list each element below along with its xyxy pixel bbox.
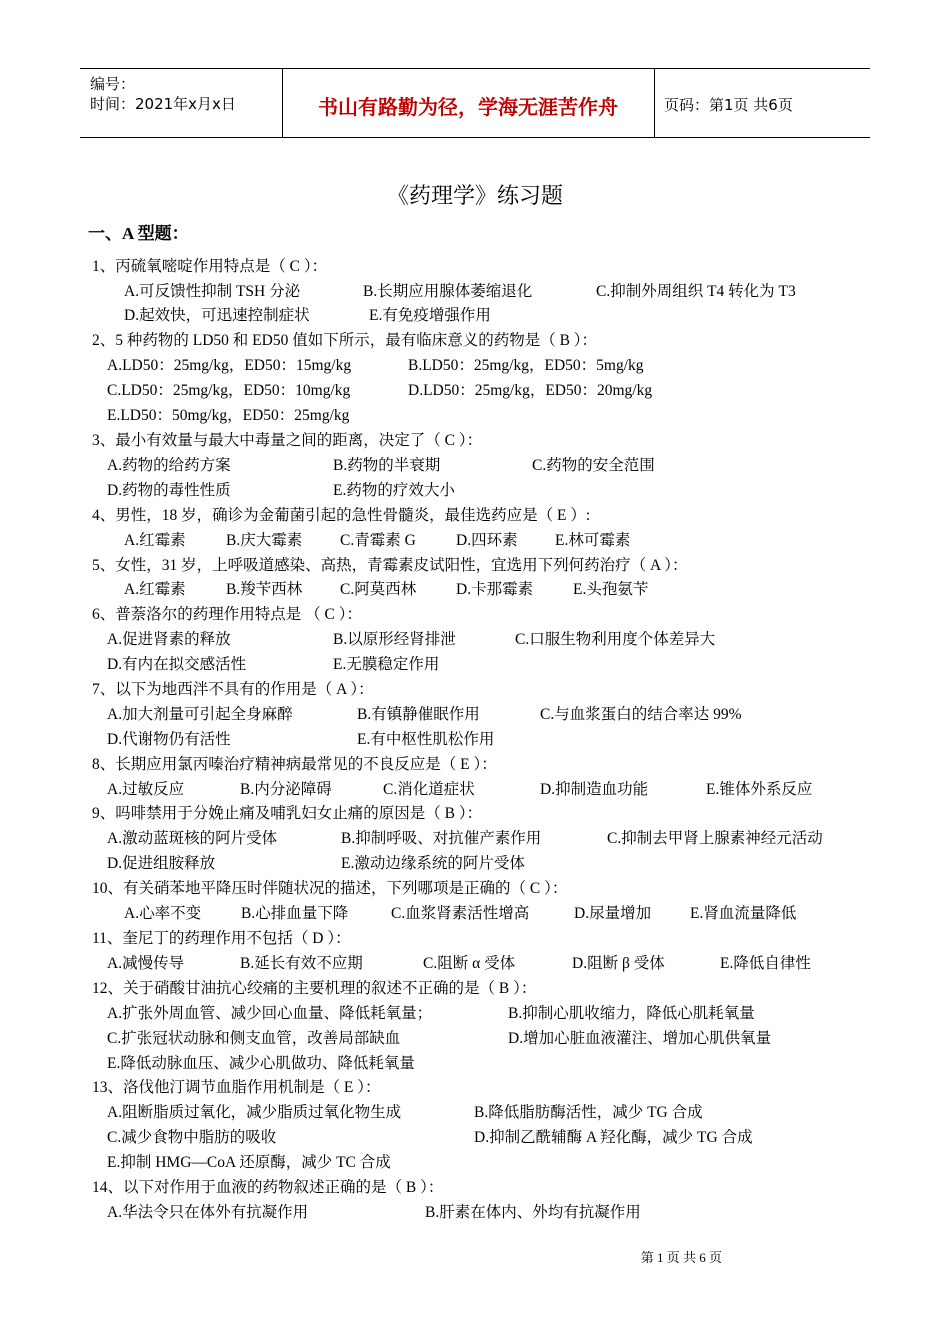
option-text: C.抑制外周组织 T4 转化为 T3 bbox=[596, 283, 796, 300]
option-text: B.药物的半衰期 bbox=[333, 457, 441, 474]
option-text: E.激动边缘系统的阿片受体 bbox=[341, 855, 525, 872]
option-text: B.延长有效不应期 bbox=[240, 955, 363, 972]
section-heading: 一、A 型题： bbox=[88, 224, 189, 243]
option-text: A.过敏反应 bbox=[107, 781, 185, 798]
option-text: A.LD50：25mg/kg，ED50：15mg/kg bbox=[107, 357, 352, 374]
page-footer: 第 1 页 共 6 页 bbox=[640, 1250, 722, 1265]
option-text: D.增加心脏血液灌注、增加心肌供氧量 bbox=[508, 1030, 772, 1047]
option-text: B.降低脂肪酶活性，减少 TG 合成 bbox=[474, 1104, 703, 1121]
option-text: A.心率不变 bbox=[124, 905, 202, 922]
option-text: D.有内在拟交感活性 bbox=[107, 656, 247, 673]
option-text: B.有镇静催眠作用 bbox=[357, 706, 480, 723]
header-motto-cell bbox=[282, 69, 655, 137]
question-9: 9、吗啡禁用于分娩止痛及哺乳妇女止痛的原因是（ B ）： bbox=[92, 805, 483, 822]
option-text: A.红霉素 bbox=[124, 581, 186, 598]
option-text: D.药物的毒性性质 bbox=[107, 482, 231, 499]
option-text: E.头孢氨苄 bbox=[573, 581, 649, 598]
option-text: C.减少食物中脂肪的吸收 bbox=[107, 1129, 277, 1146]
option-text: A.华法令只在体外有抗凝作用 bbox=[107, 1204, 309, 1221]
question-11: 11、奎尼丁的药理作用不包括（ D ）： bbox=[92, 930, 351, 947]
option-text: D.尿量增加 bbox=[574, 905, 652, 922]
option-text: D.代谢物仍有活性 bbox=[107, 731, 231, 748]
option-text: E.有免疫增强作用 bbox=[369, 307, 491, 324]
option-text: A.可反馈性抑制 TSH 分泌 bbox=[124, 283, 301, 300]
option-text: E.药物的疗效大小 bbox=[333, 482, 455, 499]
question-8: 8、长期应用氯丙嗪治疗精神病最常见的不良反应是（ E ）： bbox=[92, 756, 497, 773]
option-text: D.LD50：25mg/kg，ED50：20mg/kg bbox=[408, 382, 653, 399]
option-text: E.林可霉素 bbox=[555, 532, 631, 549]
option-text: A.激动蓝斑核的阿片受体 bbox=[107, 830, 278, 847]
option-text: D.促进组胺释放 bbox=[107, 855, 216, 872]
question-3: 3、最小有效量与最大中毒量之间的距离，决定了（ C ）： bbox=[92, 432, 483, 449]
option-text: C.阿莫西林 bbox=[340, 581, 417, 598]
option-text: E.降低动脉血压、减少心肌做功、降低耗氧量 bbox=[107, 1055, 415, 1072]
option-text: B.羧苄西林 bbox=[226, 581, 303, 598]
option-text: C.LD50：25mg/kg，ED50：10mg/kg bbox=[107, 382, 351, 399]
question-1: 1、丙硫氧嘧啶作用特点是（ C ）： bbox=[92, 258, 328, 275]
option-text: D.阻断 β 受体 bbox=[572, 955, 665, 972]
header-info-cell bbox=[80, 69, 283, 137]
option-text: B.内分泌障碍 bbox=[240, 781, 332, 798]
option-text: D.四环素 bbox=[456, 532, 518, 549]
option-text: C.与血浆蛋白的结合率达 99% bbox=[540, 706, 742, 723]
header-motto: 书山有路勤为径，学海无涯苦作舟 bbox=[318, 95, 618, 119]
option-text: D.抑制造血功能 bbox=[540, 781, 649, 798]
option-text: D.抑制乙酰辅酶 A 羟化酶，减少 TG 合成 bbox=[474, 1129, 753, 1146]
option-text: E.降低自律性 bbox=[720, 955, 811, 972]
header-page-cell bbox=[654, 69, 870, 137]
page-header bbox=[80, 68, 870, 138]
option-text: C.扩张冠状动脉和侧支血管，改善局部缺血 bbox=[107, 1030, 401, 1047]
option-text: A.加大剂量可引起全身麻醉 bbox=[107, 706, 293, 723]
document-number-label: 编号： bbox=[90, 75, 136, 93]
option-text: C.青霉素 G bbox=[340, 532, 416, 549]
option-text: E.锥体外系反应 bbox=[706, 781, 813, 798]
question-12: 12、关于硝酸甘油抗心绞痛的主要机理的叙述不正确的是（ B ）： bbox=[92, 980, 537, 997]
option-text: C.血浆肾素活性增高 bbox=[391, 905, 530, 922]
question-14: 14、以下对作用于血液的药物叙述正确的是（ B ）： bbox=[92, 1179, 444, 1196]
option-text: B.以原形经肾排泄 bbox=[333, 631, 456, 648]
option-text: B.抑制呼吸、对抗催产素作用 bbox=[341, 830, 542, 847]
option-text: C.消化道症状 bbox=[383, 781, 475, 798]
question-2: 2、5 种药物的 LD50 和 ED50 值如下所示，最有临床意义的药物是（ B ）： bbox=[92, 332, 598, 349]
option-text: D.卡那霉素 bbox=[456, 581, 534, 598]
option-text: E.无膜稳定作用 bbox=[333, 656, 440, 673]
question-5: 5、女性，31 岁，上呼吸道感染、高热，青霉素皮试阳性，宜选用下列何药治疗（ A ）： bbox=[92, 557, 688, 574]
question-4: 4、男性，18 岁，确诊为金葡菌引起的急性骨髓炎，最佳选药应是（ E ）: bbox=[92, 507, 591, 524]
option-text: B.抑制心肌收缩力，降低心肌耗氧量 bbox=[508, 1005, 755, 1022]
option-text: E.抑制 HMG—CoA 还原酶，减少 TC 合成 bbox=[107, 1154, 391, 1171]
document-title: 《药理学》练习题 bbox=[386, 183, 563, 208]
option-text: C.阻断 α 受体 bbox=[423, 955, 516, 972]
option-text: B.肝素在体内、外均有抗凝作用 bbox=[425, 1204, 641, 1221]
document-time-label: 时间：2021年x月x日 bbox=[90, 95, 236, 113]
option-text: C.口服生物利用度个体差异大 bbox=[515, 631, 716, 648]
option-text: A.红霉素 bbox=[124, 532, 186, 549]
option-text: E.LD50：50mg/kg，ED50：25mg/kg bbox=[107, 407, 350, 424]
option-text: C.药物的安全范围 bbox=[532, 457, 655, 474]
option-text: A.促进肾素的释放 bbox=[107, 631, 231, 648]
option-text: B.LD50：25mg/kg，ED50：5mg/kg bbox=[408, 357, 644, 374]
option-text: B.心排血量下降 bbox=[241, 905, 349, 922]
option-text: E.肾血流量降低 bbox=[690, 905, 797, 922]
option-text: A.减慢传导 bbox=[107, 955, 185, 972]
option-text: D.起效快，可迅速控制症状 bbox=[124, 307, 310, 324]
option-text: A.阻断脂质过氧化，减少脂质过氧化物生成 bbox=[107, 1104, 402, 1121]
question-7: 7、以下为地西泮不具有的作用是（ A ）： bbox=[92, 681, 374, 698]
option-text: B.长期应用腺体萎缩退化 bbox=[363, 283, 533, 300]
question-13: 13、洛伐他汀调节血脂作用机制是（ E ）： bbox=[92, 1079, 381, 1096]
option-text: B.庆大霉素 bbox=[226, 532, 303, 549]
option-text: A.扩张外周血管、减少回心血量、降低耗氧量； bbox=[107, 1005, 433, 1022]
question-6: 6、普萘洛尔的药理作用特点是 （ C ）： bbox=[92, 606, 362, 623]
question-10: 10、有关硝苯地平降压时伴随状况的描述，下列哪项是正确的（ C ）： bbox=[92, 880, 568, 897]
header-page-number: 页码：第1页 共6页 bbox=[664, 96, 793, 114]
option-text: E.有中枢性肌松作用 bbox=[357, 731, 495, 748]
option-text: C.抑制去甲肾上腺素神经元活动 bbox=[607, 830, 823, 847]
option-text: A.药物的给药方案 bbox=[107, 457, 231, 474]
